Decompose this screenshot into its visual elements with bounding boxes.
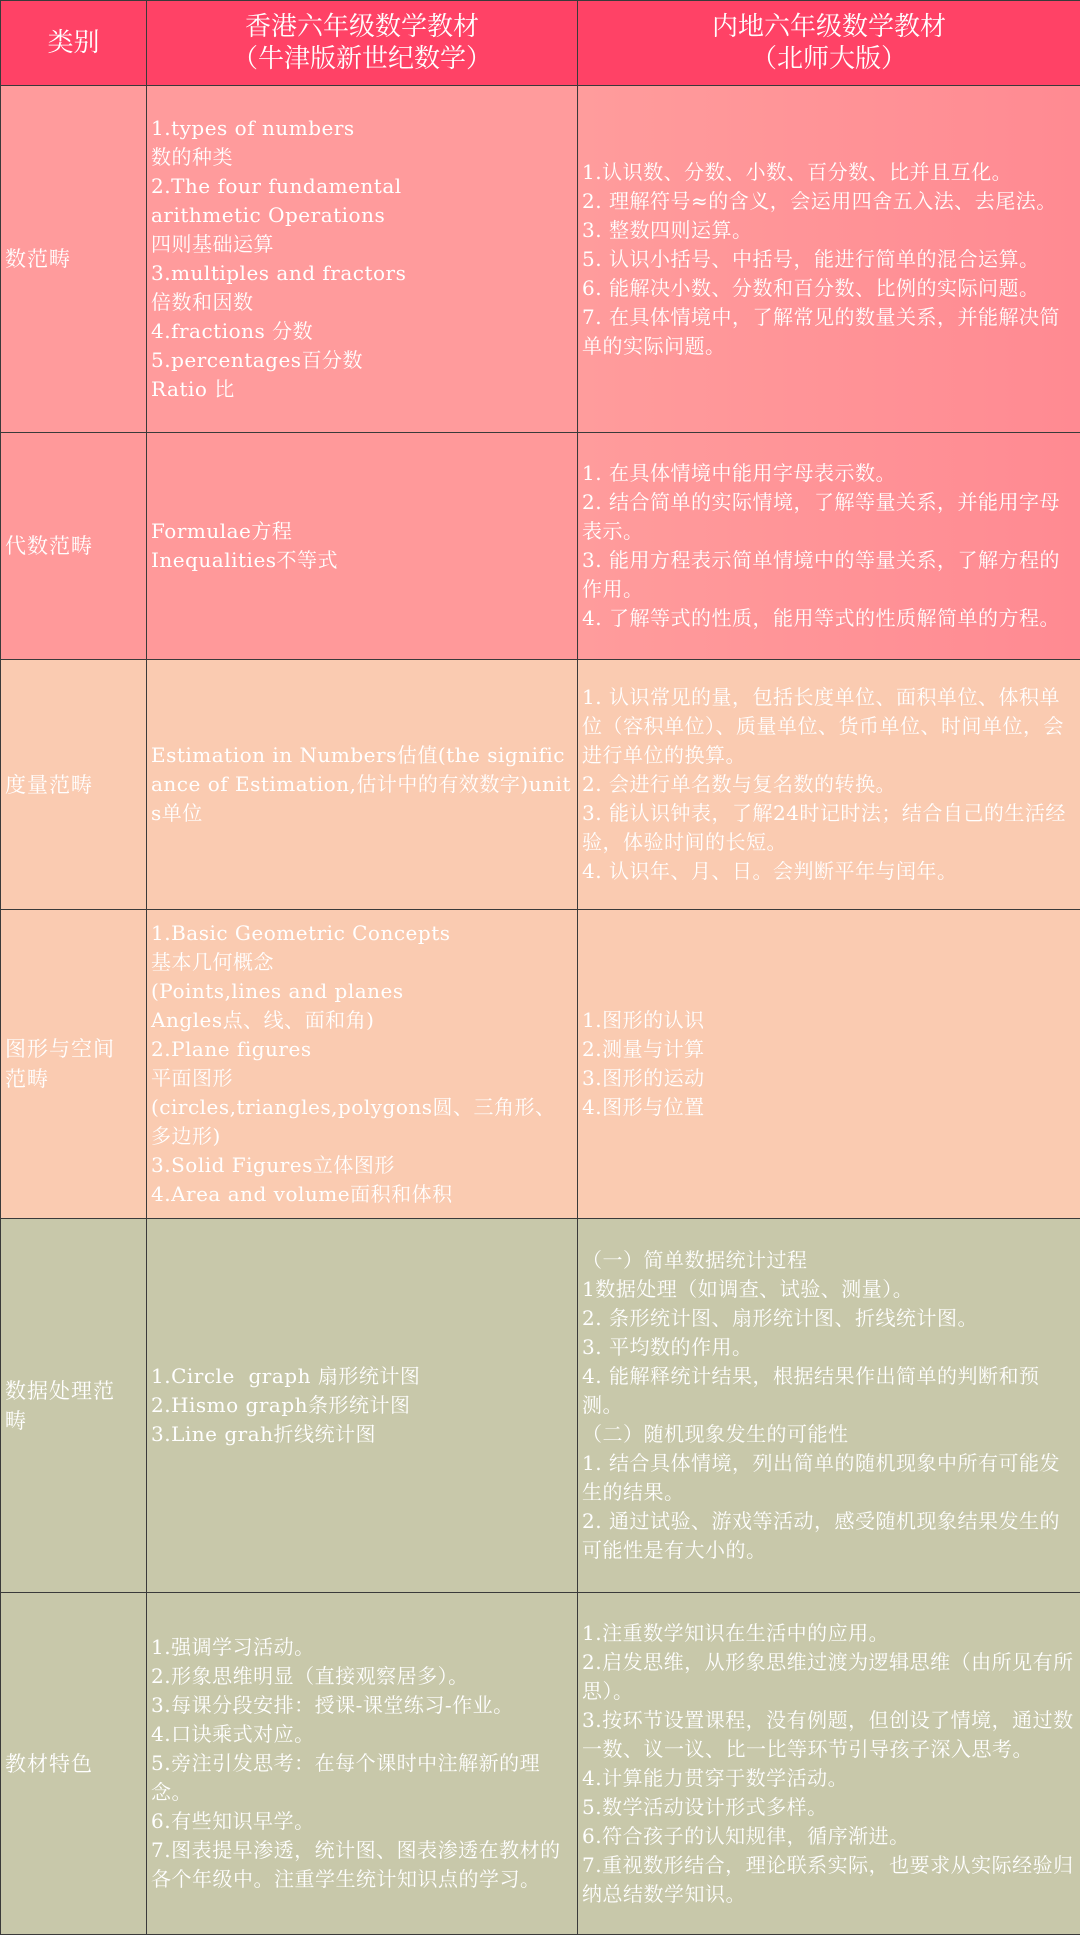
hk-line: (Points,lines and planes — [151, 977, 573, 1006]
header-hk-subtitle: （牛津版新世纪数学） — [151, 43, 573, 75]
category-cell — [1, 1219, 147, 1593]
mainland-line: 1.认识数、分数、小数、百分数、比并且互化。 — [582, 158, 1076, 187]
category-cell — [1, 1593, 147, 1935]
category-label: 数范畴 — [5, 244, 142, 274]
hk-line: 5.percentages百分数 — [151, 346, 573, 375]
category-label: 代数范畴 — [5, 531, 142, 561]
hk-line: 四则基础运算 — [151, 230, 573, 259]
mainland-cell — [578, 433, 1080, 660]
header-category-label: 类别 — [5, 27, 142, 59]
mainland-line: 3. 能用方程表示简单情境中的等量关系，了解方程的作用。 — [582, 546, 1076, 604]
mainland-line: 3.图形的运动 — [582, 1064, 1076, 1093]
mainland-line: 4. 了解等式的性质，能用等式的性质解简单的方程。 — [582, 604, 1076, 633]
table-row-number — [1, 86, 1080, 433]
hk-line: (circles,triangles,polygons圆、三角形、多边形) — [151, 1093, 573, 1151]
mainland-line: 4. 能解释统计结果，根据结果作出简单的判断和预测。 — [582, 1362, 1076, 1420]
hk-line: 基本几何概念 — [151, 948, 573, 977]
mainland-line: 3. 整数四则运算。 — [582, 216, 1076, 245]
header-hk-title: 香港六年级数学教材 — [151, 11, 573, 43]
hk-line: arithmetic Operations — [151, 201, 573, 230]
category-cell — [1, 433, 147, 660]
mainland-line: 4.计算能力贯穿于数学活动。 — [582, 1764, 1076, 1793]
hk-line: 3.multiples and fractors — [151, 259, 573, 288]
header-mainland — [578, 1, 1080, 86]
hk-line: 1.Circle graph 扇形统计图 — [151, 1362, 573, 1391]
hk-line: 平面图形 — [151, 1064, 573, 1093]
mainland-line: 1. 认识常见的量，包括长度单位、面积单位、体积单位（容积单位）、质量单位、货币单位、时间单位，会进行单位的换算。 — [582, 683, 1076, 770]
mainland-line: 1.图形的认识 — [582, 1006, 1076, 1035]
mainland-line: 2. 理解符号≈的含义，会运用四舍五入法、去尾法。 — [582, 187, 1076, 216]
mainland-cell — [578, 660, 1080, 910]
category-label: 畴 — [5, 1406, 142, 1436]
hk-line: 1.types of numbers — [151, 114, 573, 143]
hk-line: 2.形象思维明显（直接观察居多）。 — [151, 1662, 573, 1691]
table-row-data — [1, 1219, 1080, 1593]
hk-line: 5.旁注引发思考：在每个课时中注解新的理念。 — [151, 1749, 573, 1807]
mainland-line: 3. 平均数的作用。 — [582, 1333, 1076, 1362]
table-row-measurement — [1, 660, 1080, 910]
hk-line: 4.口诀乘式对应。 — [151, 1720, 573, 1749]
header-row — [1, 1, 1080, 86]
hk-cell — [147, 86, 578, 433]
hk-line: Formulae方程 — [151, 517, 573, 546]
mainland-cell — [578, 1593, 1080, 1935]
mainland-line: 4.图形与位置 — [582, 1093, 1076, 1122]
hk-line: 4.Area and volume面积和体积 — [151, 1180, 573, 1209]
header-hk — [147, 1, 578, 86]
hk-line: 3.每课分段安排：授课-课堂练习-作业。 — [151, 1691, 573, 1720]
header-mainland-subtitle: （北师大版） — [582, 43, 1076, 75]
mainland-line: 1.注重数学知识在生活中的应用。 — [582, 1619, 1076, 1648]
mainland-line: （二）随机现象发生的可能性 — [582, 1420, 1076, 1449]
mainland-line: 3. 能认识钟表，了解24时记时法；结合自己的生活经验，体验时间的长短。 — [582, 799, 1076, 857]
hk-cell — [147, 433, 578, 660]
mainland-line: 2.启发思维，从形象思维过渡为逻辑思维（由所见有所思）。 — [582, 1648, 1076, 1706]
mainland-line: 7.重视数形结合，理论联系实际，也要求从实际经验归纳总结数学知识。 — [582, 1851, 1076, 1909]
hk-line: Inequalities不等式 — [151, 546, 573, 575]
hk-line: 数的种类 — [151, 143, 573, 172]
hk-cell — [147, 1219, 578, 1593]
hk-line: 1.Basic Geometric Concepts — [151, 919, 573, 948]
mainland-line: 3.按环节设置课程，没有例题，但创设了情境，通过数一数、议一议、比一比等环节引导孩子深入思考。 — [582, 1706, 1076, 1764]
hk-line: 2.The four fundamental — [151, 172, 573, 201]
mainland-line: 1. 结合具体情境，列出简单的随机现象中所有可能发生的结果。 — [582, 1449, 1076, 1507]
hk-line: 倍数和因数 — [151, 288, 573, 317]
header-category — [1, 1, 147, 86]
mainland-line: 5.数学活动设计形式多样。 — [582, 1793, 1076, 1822]
category-cell — [1, 86, 147, 433]
hk-line: Ratio 比 — [151, 375, 573, 404]
hk-line: 2.Hismo graph条形统计图 — [151, 1391, 573, 1420]
hk-line: 6.有些知识早学。 — [151, 1807, 573, 1836]
category-label: 教材特色 — [5, 1749, 142, 1779]
category-label: 数据处理范 — [5, 1376, 142, 1406]
category-label: 度量范畴 — [5, 770, 142, 800]
hk-line: 7.图表提早渗透，统计图、图表渗透在教材的各个年级中。注重学生统计知识点的学习。 — [151, 1836, 573, 1894]
mainland-line: 4. 认识年、月、日。会判断平年与闰年。 — [582, 857, 1076, 886]
mainland-line: 2. 条形统计图、扇形统计图、折线统计图。 — [582, 1304, 1076, 1333]
hk-line: 3.Solid Figures立体图形 — [151, 1151, 573, 1180]
category-cell — [1, 910, 147, 1219]
mainland-line: 6. 能解决小数、分数和百分数、比例的实际问题。 — [582, 274, 1076, 303]
category-label: 图形与空间 — [5, 1034, 142, 1064]
mainland-line: 6.符合孩子的认知规律，循序渐进。 — [582, 1822, 1076, 1851]
mainland-line: （一）简单数据统计过程 — [582, 1246, 1076, 1275]
mainland-cell — [578, 1219, 1080, 1593]
mainland-line: 1. 在具体情境中能用字母表示数。 — [582, 459, 1076, 488]
mainland-cell — [578, 86, 1080, 433]
header-mainland-title: 内地六年级数学教材 — [582, 11, 1076, 43]
table-row-algebra — [1, 433, 1080, 660]
mainland-line: 7. 在具体情境中，了解常见的数量关系，并能解决简单的实际问题。 — [582, 303, 1076, 361]
hk-cell — [147, 660, 578, 910]
hk-cell — [147, 1593, 578, 1935]
category-label: 范畴 — [5, 1064, 142, 1094]
table-row-features — [1, 1593, 1080, 1935]
hk-line: 2.Plane figures — [151, 1035, 573, 1064]
hk-cell — [147, 910, 578, 1219]
mainland-cell — [578, 910, 1080, 1219]
hk-line: 4.fractions 分数 — [151, 317, 573, 346]
mainland-line: 2. 通过试验、游戏等活动，感受随机现象结果发生的可能性是有大小的。 — [582, 1507, 1076, 1565]
mainland-line: 2. 会进行单名数与复名数的转换。 — [582, 770, 1076, 799]
mainland-line: 5. 认识小括号、中括号，能进行简单的混合运算。 — [582, 245, 1076, 274]
hk-line: 3.Line grah折线统计图 — [151, 1420, 573, 1449]
category-cell — [1, 660, 147, 910]
hk-line: 1.强调学习活动。 — [151, 1633, 573, 1662]
hk-line: Angles点、线、面和角) — [151, 1006, 573, 1035]
mainland-line: 1数据处理（如调查、试验、测量）。 — [582, 1275, 1076, 1304]
mainland-line: 2.测量与计算 — [582, 1035, 1076, 1064]
mainland-line: 2. 结合简单的实际情境，了解等量关系，并能用字母表示。 — [582, 488, 1076, 546]
table-row-geometry — [1, 910, 1080, 1219]
hk-line: Estimation in Numbers估值(the significance of Estimation,估计中的有效数字)units单位 — [151, 741, 573, 828]
